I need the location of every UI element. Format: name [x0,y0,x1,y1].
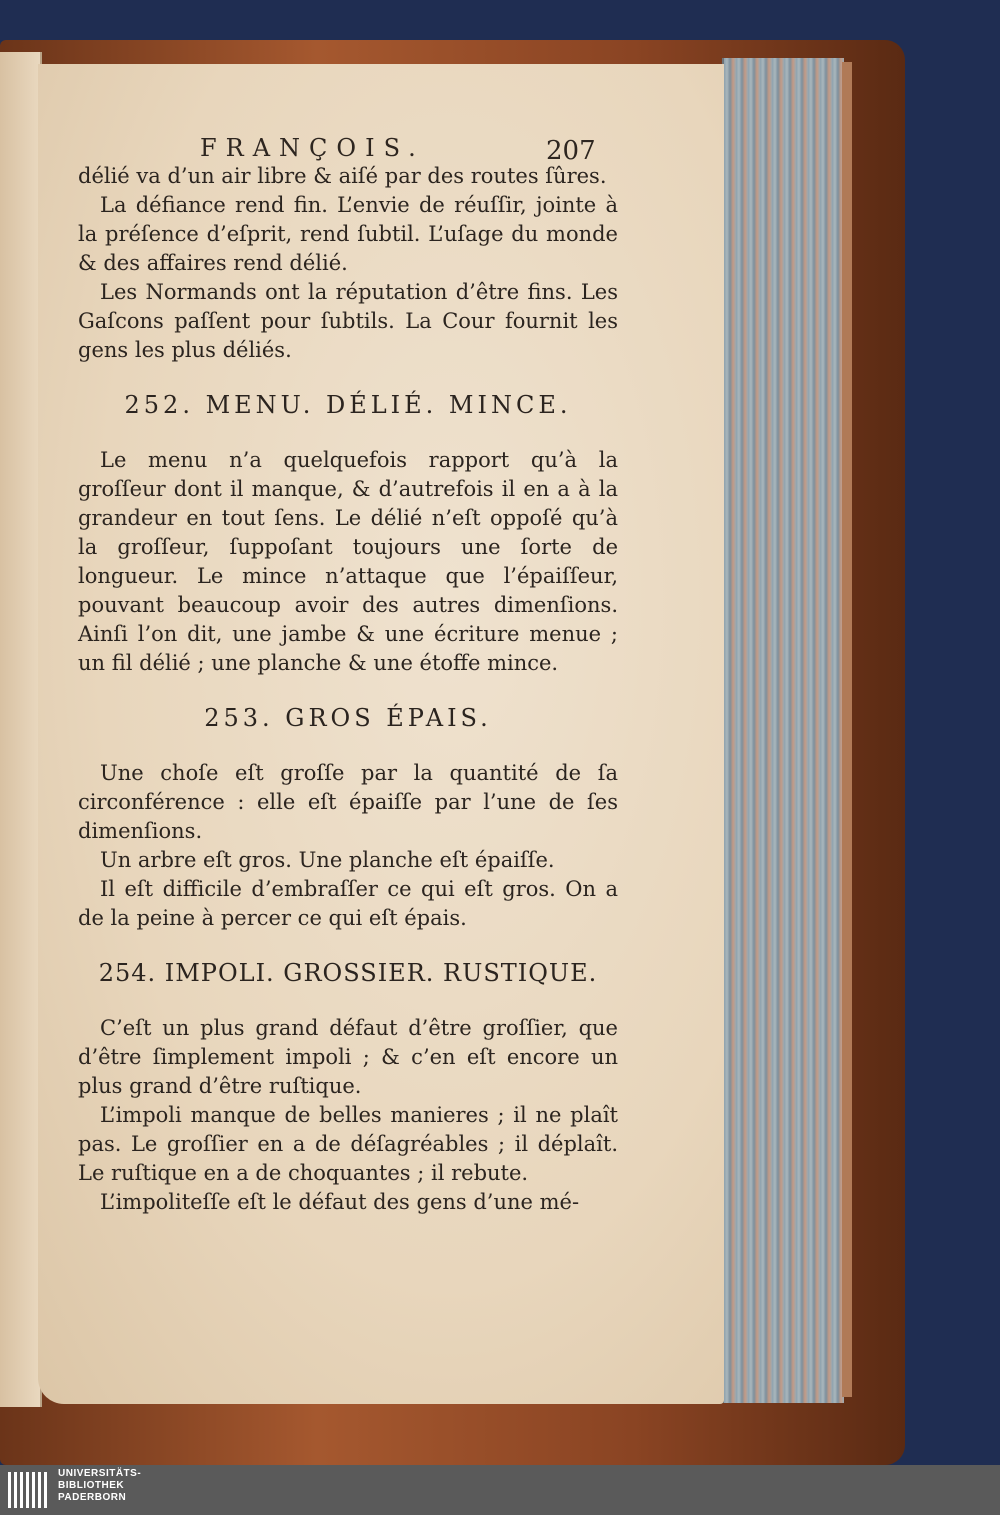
page-text [78,162,618,1217]
paragraph: La défiance rend fin. L’envie de réuſſir, jointe à la préſence d’eſprit, rend ſubtil. L’uſage du monde & des affaires rend délié. [78,193,618,275]
page-number: 207 [546,136,596,166]
library-footer [0,1465,1000,1515]
section-heading-253: 253. GROS ÉPAIS. [204,704,492,732]
paragraph: Une choſe eſt groſſe par la quantité de ſa circonférence : elle eſt épaiſſe par l’une de ſes dimenſions. [78,761,618,843]
paragraph: Il eſt difficile d’embraſſer ce qui eſt gros. On a de la peine à percer ce qui eſt épais. [78,877,618,930]
section-heading-254: 254. IMPOLI. GROSSIER. RUSTIQUE. [98,959,598,987]
running-head: FRANÇOIS. [200,134,425,162]
paragraph: C’eſt un plus grand défaut d’être groſſier, que d’être ſimplement impoli ; & c’en eſt encore un plus grand d’être ruſtique. [78,1016,618,1098]
paragraph: Un arbre eſt gros. Une planche eſt épaiſſe. [100,848,555,872]
section-heading-252: 252. MENU. DÉLIÉ. MINCE. [124,391,572,419]
logo-line: BIBLIOTHEK [58,1480,125,1491]
page-fore-edge [722,58,844,1403]
logo-line: UNIVERSITÄTS- [58,1468,142,1479]
paragraph: L’impoliteſſe eſt le défaut des gens d’une mé- [100,1190,580,1214]
left-page-edge [0,52,42,1407]
logo-line: PADERBORN [58,1492,127,1503]
paragraph: Les Normands ont la réputation d’être fins. Les Gaſcons paſſent pour ſubtils. La Cour fournit les gens les plus déliés. [78,280,618,362]
paragraph: Le menu n’a quelquefois rapport qu’à la groſſeur dont il manque, & d’autrefois il en a à la grandeur en tout ſens. Le délié n’eſt oppoſé qu’à la groſſeur, ſuppoſant toujours une ſorte de longueur. Le mince n’attaque que l’épaiſſeur, pouvant beaucoup avoir des autres dimenſions. Ainſi l’on dit, une jambe & une écriture menue ; un fil délié ; une planche & une étoffe mince. [78,448,618,675]
paragraph: délié va d’un air libre & aiſé par des routes ſûres. [78,164,607,188]
library-logo-icon [8,1472,52,1508]
library-logo-text [58,1468,141,1504]
paragraph: L’impoli manque de belles manieres ; il ne plaît pas. Le groſſier en a de déſagréables ; il déplaît. Le ruſtique en a de choquantes ; il rebute. [78,1103,618,1185]
cover-inner-edge [842,62,852,1397]
